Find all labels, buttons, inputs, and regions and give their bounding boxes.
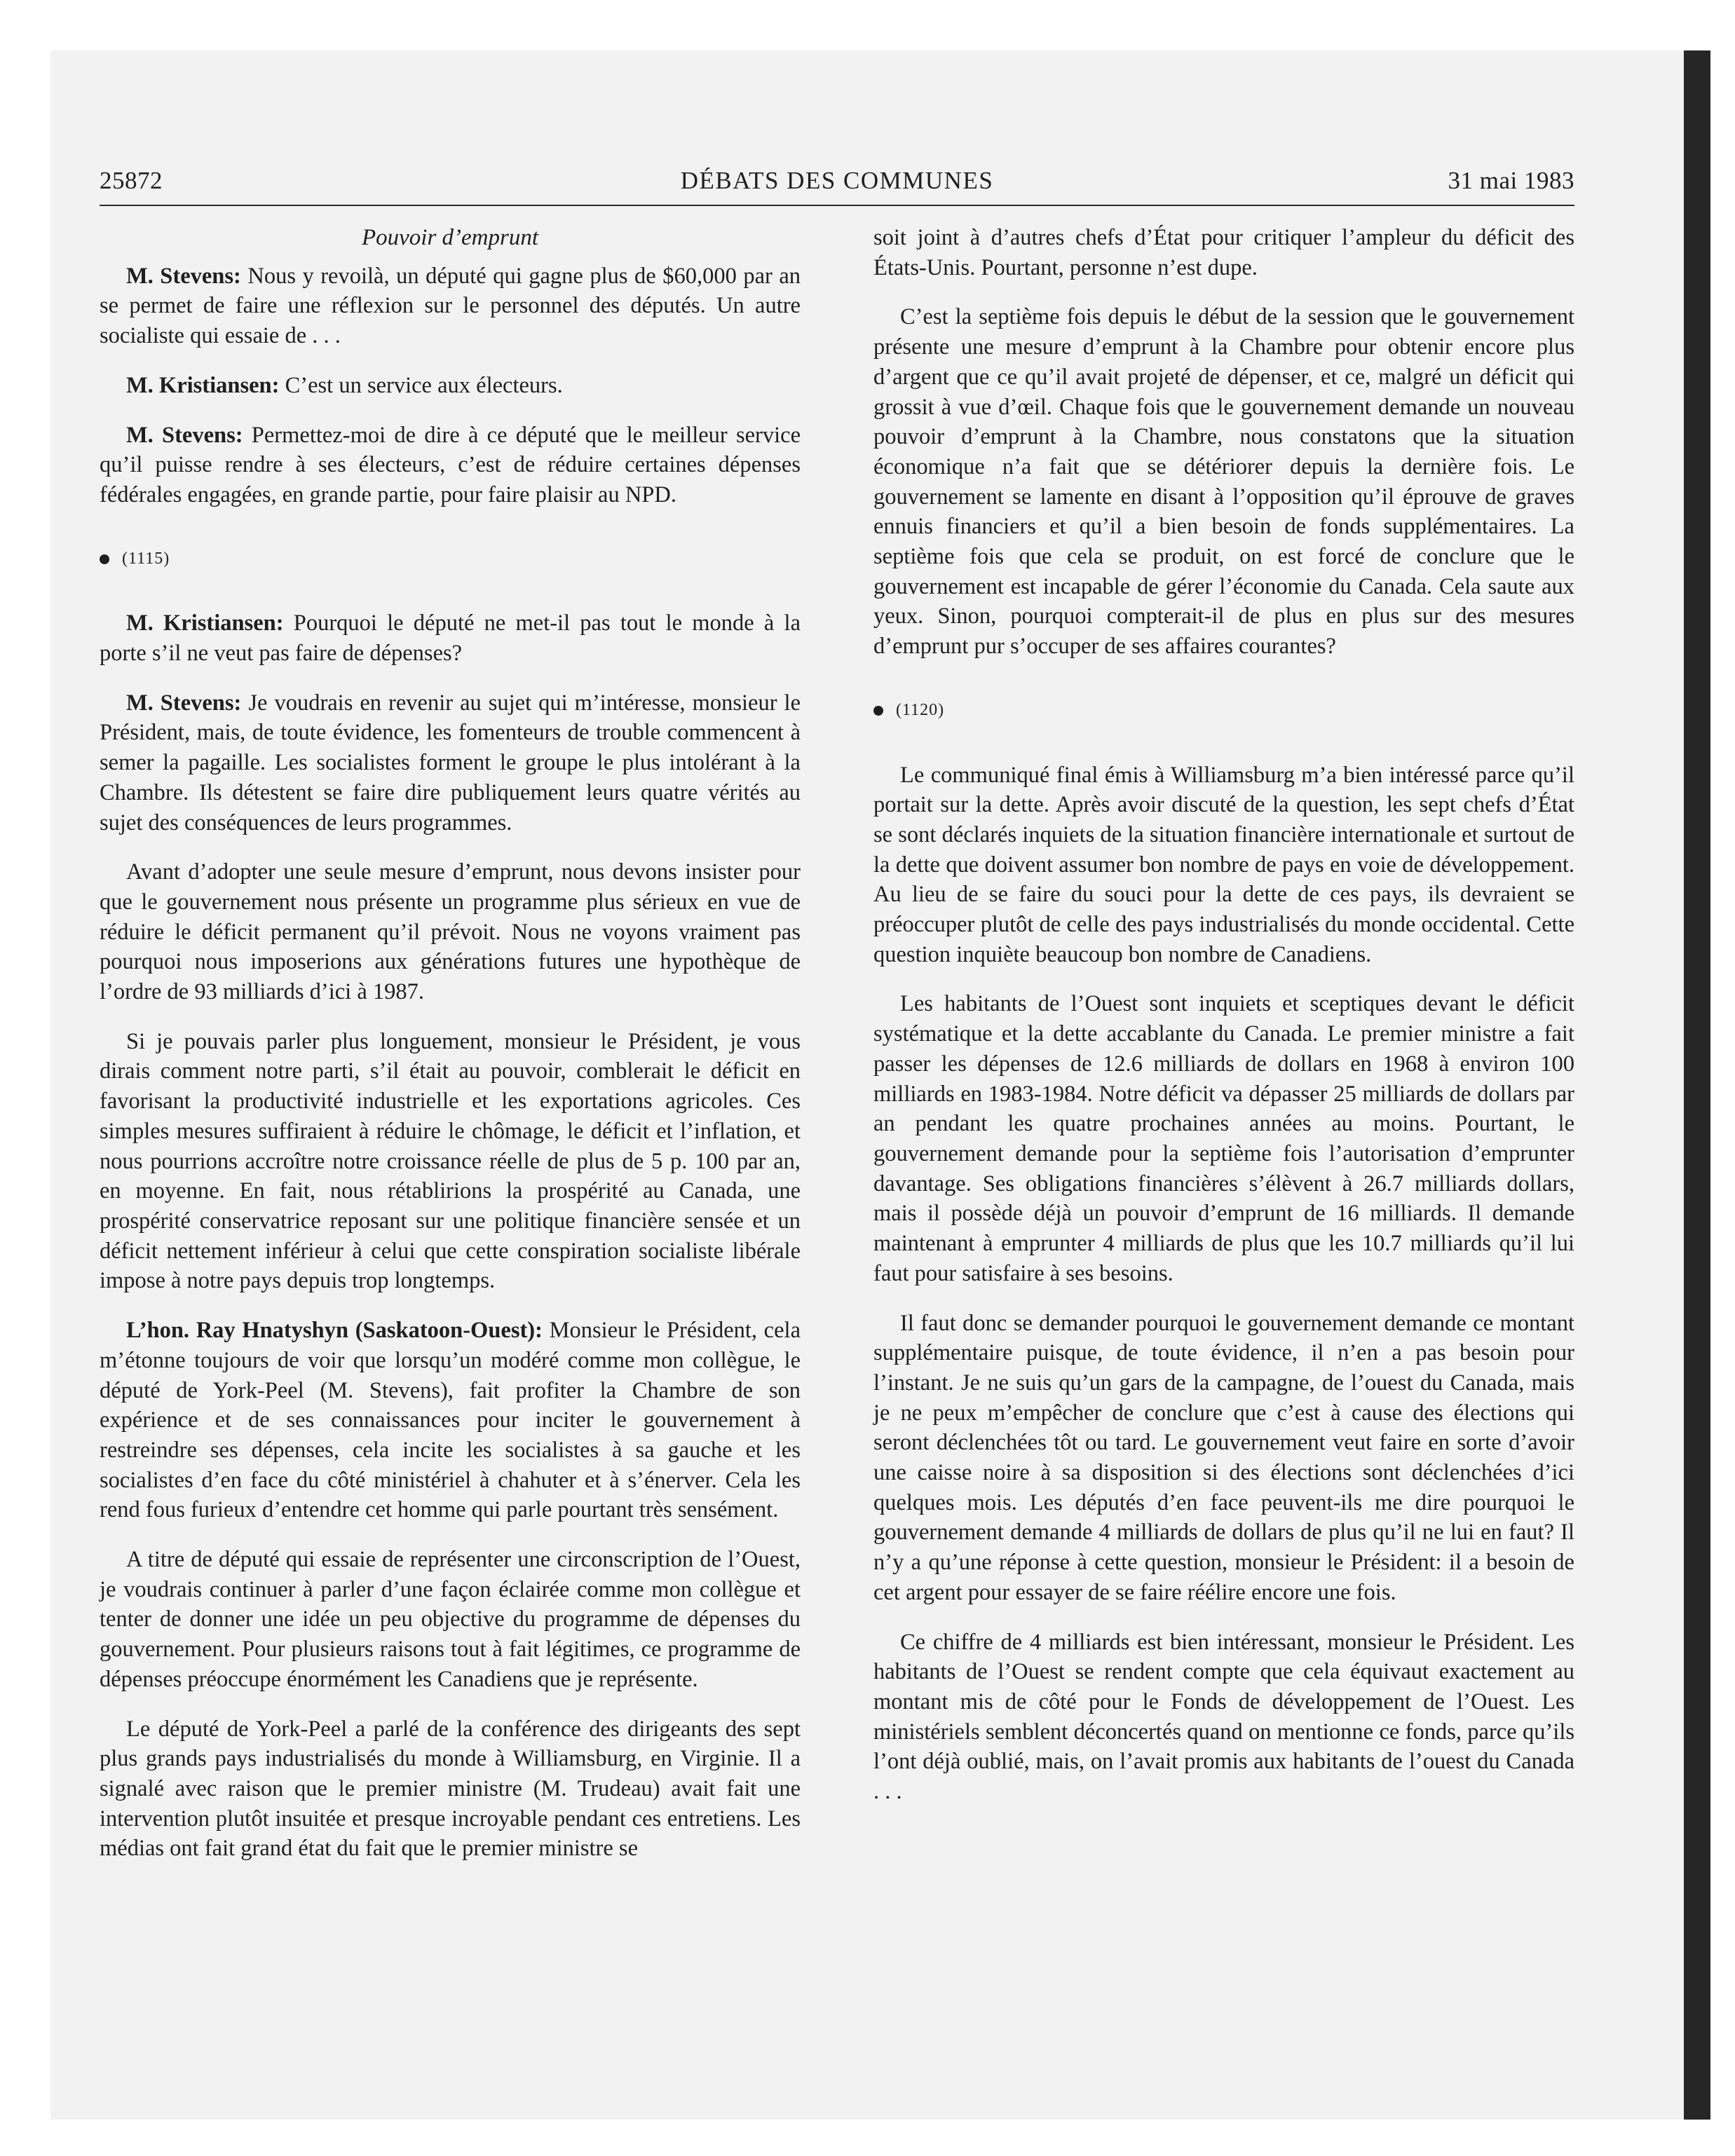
bullet-icon [873,706,883,716]
speaker-name: L’hon. Ray Hnatyshyn (Saskatoon-Ouest): [126,1318,543,1344]
paragraph [100,421,801,510]
page-number: 25872 [100,167,163,194]
paragraph [100,688,801,838]
section-heading: Pouvoir d’emprunt [361,225,539,250]
speaker-name: M. Stevens: [126,263,241,289]
paragraph: A titre de député qui essaie de représenter une circonscription de l’Ouest, je voudrais continuer à parler d’une façon éclairée comme mon collègue et tenter de donner une idée un peu objective du programme de dépenses du gouvernement. Pour plusieurs raisons tout à fait légitimes, ce programme de dépenses préoccupe énormément les Canadiens que je représente. [100,1547,801,1692]
speech-text: Nous y revoilà, un député qui gagne plus de $60,000 par an se permet de faire une réflexion sur le personnel des députés. Un autre socialiste qui essaie de . . . [100,263,801,349]
paragraph [100,261,801,351]
paragraph [100,608,801,668]
paragraph: soit joint à d’autres chefs d’État pour critiquer l’ampleur du déficit des États-Unis. Pourtant, personne n’est dupe. [873,225,1574,280]
speech-text: Pourquoi le député ne met-il pas tout le monde à la porte s’il ne veut pas faire de dépenses? [100,610,801,667]
publication-date: 31 mai 1983 [1448,167,1574,194]
speaker-name: M. Kristiansen: [126,610,284,636]
speech-text: C’est un service aux électeurs. [279,372,563,398]
paragraph: Le communiqué final émis à Williamsburg m’a bien intéressé parce qu’il portait sur la dette. Après avoir discuté de la question, les sept chefs d’État se sont déclarés inquiets de la situation financière internationale et surtout de la dette que doivent assumer bon nombre de pays en voie de développement. Au lieu de se faire du souci pour la dette de ces pays, ils devraient se préoccuper plutôt de celle des pays industrialisés du monde occidental. Cette question inquiète beaucoup bon nombre de Canadiens. [873,762,1574,967]
left-column [100,223,801,1883]
page-header [100,167,1574,202]
paragraph: Les habitants de l’Ouest sont inquiets et sceptiques devant le déficit systématique et la dette accablante du Canada. Le premier ministre a fait passer les dépenses de 12.6 milliards de dollars en 1968 à environ 100 milliards en 1983-1984. Notre déficit va dépasser 25 milliards de dollars par an pendant les quatre prochaines années au moins. Pourtant, le gouvernement demande pour la septième fois l’autorisation d’emprunter davantage. Ses obligations financières s’élèvent à 26.7 milliards dollars, mais il possède déjà un pouvoir d’emprunt de 16 milliards. Il demande maintenant à emprunter 4 milliards de plus que les 10.7 milliards qu’il lui faut pour satisfaire à ses besoins. [873,991,1574,1286]
time-marker-text: (1115) [122,549,170,568]
right-column [873,223,1574,1827]
paragraph [100,1316,801,1525]
time-marker [873,695,1574,725]
speech-text: Monsieur le Président, cela m’étonne toujours de voir que lorsqu’un modéré comme mon collègue, le député de York-Peel (M. Stevens), fait profiter la Chambre de son expérience et de ses connaissances pour inciter le gouvernement à restreindre ses dépenses, cela incite les socialistes à sa gauche et les socialistes d’en face du côté ministériel à chahuter et à s’énerver. Cela les rend fous furieux d’entendre cet homme qui parle pourtant très sensément. [100,1318,801,1523]
speech-text: Permettez-moi de dire à ce député que le meilleur service qu’il puisse rendre à ses électeurs, c’est de réduire certaines dépenses fédérales engagées, en grande partie, pour faire plaisir au NPD. [100,422,801,507]
paragraph: Si je pouvais parler plus longuement, monsieur le Président, je vous dirais comment notre parti, s’il était au pouvoir, comblerait le déficit en favorisant la productivité industrielle et les exportations agricoles. Ces simples mesures suffiraient à réduire le chômage, le déficit et l’inflation, et nous pourrions accroître notre croissance réelle de plus de 5 p. 100 par an, en moyenne. En fait, nous rétablirions la prospérité au Canada, une prospérité conservatrice reposant sur une politique financière sensée et un déficit nettement inférieur à celui que cette conspiration socialiste libérale impose à notre pays depuis trop longtemps. [100,1028,801,1294]
time-marker-text: (1120) [896,700,945,719]
bullet-icon [100,554,109,564]
paragraph: Ce chiffre de 4 milliards est bien intéressant, monsieur le Président. Les habitants de l’Ouest se rendent compte que cela équivaut exactement au montant mis de côté pour le Fonds de développement de l’Ouest. Les ministériels semblent déconcertés quand on mentionne ce fonds, parce qu’ils l’ont déjà oublié, mais, on l’avait promis aux habitants de l’ouest du Canada . . . [873,1629,1574,1805]
speech-text: Je voudrais en revenir au sujet qui m’intéresse, monsieur le Président, mais, de toute évidence, les fomenteurs de trouble commencent à semer la pagaille. Les socialistes forment le groupe le plus intolérant à la Chambre. Ils détestent se faire dire publiquement leurs quatre vérités au sujet des conséquences de leurs programmes. [100,690,801,835]
paragraph: Le député de York-Peel a parlé de la conférence des dirigeants des sept plus grands pays industrialisés du monde à Williamsburg, en Virginie. Il a signalé avec raison que le premier ministre (M. Trudeau) avait fait une intervention plutôt insuitée et presque incroyable pendant ces entretiens. Les médias ont fait grand état du fait que le premier ministre se [100,1716,801,1862]
paragraph: Il faut donc se demander pourquoi le gouvernement demande ce montant supplémentaire puisque, de toute évidence, il n’en a pas besoin pour l’instant. Je ne suis qu’un gars de la campagne, de l’ouest du Canada, mais je ne peux m’empêcher de conclure que c’est à cause des élections qui seront déclenchées tôt ou tard. Le gouvernement veut faire en sorte d’avoir une caisse noire à sa disposition si des élections sont déclenchées d’ici quelques mois. Les députés d’en face peuvent-ils me dire pourquoi le gouvernement demande 4 milliards de dollars de plus qu’il ne lui en faut? Il n’y a qu’une réponse à cette question, monsieur le Président: il a besoin de cet argent pour essayer de se faire réélire encore une fois. [873,1310,1574,1605]
publication-title: DÉBATS DES COMMUNES [680,167,994,194]
speaker-name: M. Stevens: [126,422,243,448]
speaker-name: M. Stevens: [126,690,242,716]
paragraph: Avant d’adopter une seule mesure d’emprunt, nous devons insister pour que le gouvernement nous présente un programme plus sérieux en vue de réduire le déficit permanent qu’il prévoit. Nous ne voyons vraiment pas pourquoi nous imposerions aux générations futures une hypothèque de l’ordre de 93 milliards d’ici à 1987. [100,859,801,1005]
speaker-name: M. Kristiansen: [126,372,280,398]
paragraph: C’est la septième fois depuis le début de la session que le gouvernement présente une mesure d’emprunt à la Chambre pour obtenir encore plus d’argent que ce qu’il avait projeté de dépenser, et ce, malgré un déficit qui grossit à vue d’œil. Chaque fois que le gouvernement demande un nouveau pouvoir d’emprunt à la Chambre, nous constatons que la situation économique n’a fait que se détériorer depuis la dernière fois. Le gouvernement se lamente en disant à l’opposition qu’il éprouve de graves ennuis financiers et qu’il a bien besoin de fonds supplémentaires. La septième fois que cela se produit, on est forcé de conclure que le gouvernement est incapable de gérer l’économie du Canada. Cela saute aux yeux. Sinon, pourquoi compterait-il de plus en plus sur des mesures d’emprunt pur s’occuper de ses affaires courantes? [873,304,1574,660]
scan-edge-bar [1684,50,1710,2120]
time-marker [100,544,801,574]
header-rule [100,205,1574,206]
paragraph [100,371,801,401]
